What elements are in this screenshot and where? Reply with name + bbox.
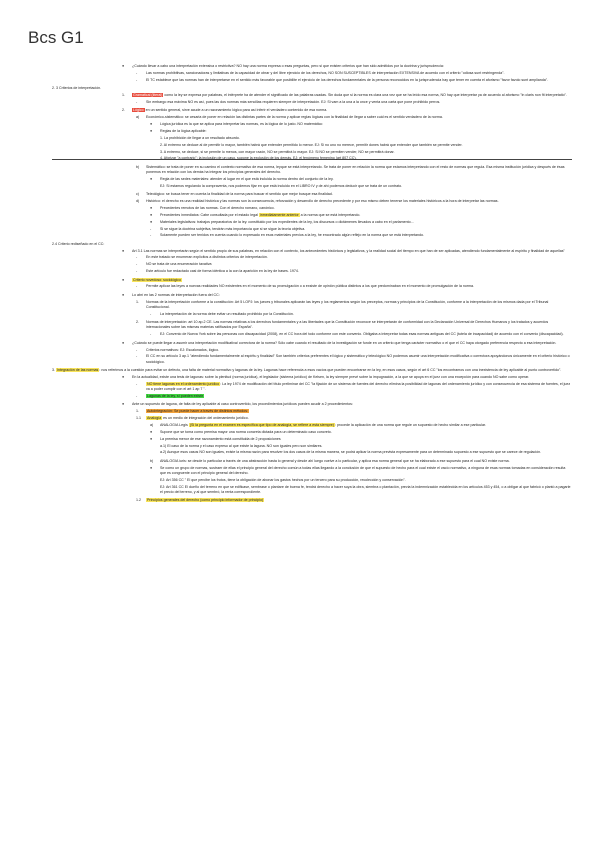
highlight-text: Lógico bbox=[133, 108, 144, 113]
row-text: a.1) El caso de la norma y el caso expreso al que existe la laguna. NO son iguales pero son similares. bbox=[160, 443, 323, 448]
row-text: Reglas de la lógica aplicable: bbox=[160, 128, 207, 133]
row-text: 3. A extremo, se deduce, si se permite lo menos, con mayor razón, NO se permitirá lo mayor. EJ: Si NO se permiten vender, NO se permitirá donar. bbox=[160, 149, 395, 154]
row-text: en un sentido general, sirve acude a un razonamiento lógico para así inferir el verdadero contenido de esa norma. bbox=[144, 108, 328, 113]
bullet-marker: ● bbox=[150, 436, 153, 441]
row-text: 4. Aforizar "a contrario": la inclusión de un caso, supone la exclusión de los demás. EJ: el fenómeno femenino (art 807 CC). bbox=[160, 156, 357, 161]
bullet-marker: ● bbox=[150, 465, 153, 470]
row-text: NO se trata de una enumeración taxativa bbox=[146, 262, 212, 267]
row-text: Materiales legislativos: trabajos preparatorios de la ley. constituido por los expedientes de la ley, los discursos o dictámenes llevados a cabo en el parlamento... bbox=[160, 219, 414, 224]
row-text: La premisa menor de ese razonamiento está constituida de 2 proposiciones bbox=[160, 436, 281, 441]
text-row bbox=[52, 150, 572, 155]
bullet-marker: ● bbox=[150, 212, 153, 217]
text-row bbox=[52, 227, 572, 232]
bullet-marker: - bbox=[136, 381, 138, 386]
bullet-marker: b) bbox=[150, 458, 154, 463]
highlight-text: Gramatical (literal) bbox=[133, 92, 163, 97]
inline-highlight: Integración de las normas bbox=[57, 367, 99, 372]
text-row bbox=[52, 108, 572, 113]
bullet-marker: ● bbox=[150, 128, 153, 133]
text-row bbox=[52, 402, 572, 407]
bullet-marker: - bbox=[136, 255, 138, 260]
highlight-text: Principios generales del derecho (como principio informador de principio) bbox=[147, 498, 264, 503]
bullet-marker: - bbox=[150, 332, 152, 337]
text-row bbox=[52, 382, 572, 393]
row-text: 2.4 Criterio rediseñado en el CC: bbox=[52, 241, 105, 246]
bullet-marker: - bbox=[136, 347, 138, 352]
text-row bbox=[52, 341, 572, 346]
bullet-marker: - bbox=[136, 99, 138, 104]
row-text: Las normas prohibitivas, sancionadoras y limitativas de la capacidad de obrar y del libre ejercicio de los derechos, NO SON SUSCEPTIBLES de interpretación EXTENSIVA de acuerdo con el criterio "odiosa sunt restringenda". bbox=[146, 70, 505, 75]
text-row bbox=[52, 184, 572, 189]
bullet-marker: - bbox=[136, 354, 138, 359]
row-text: El TC establece que las normas han de interpretarse en el sentido más favorable que posibilite el ejercicio de los derechos fundamentales de la persona reconocidos en la jurisprudencia hay que tener en cuenta el aforismo "favor favolo sunt amplianda". bbox=[146, 77, 549, 82]
row-text: Se como un grupo de normas, sustraer de ellas el principio general del derecho común a todas ellas llegando a la conclusión de que el supuesto de hecho para el cual existe el vacío normativo, a ninguna de esas normas tomadas en consideración resulta que es congruente con el principio general del derecho. bbox=[160, 465, 566, 475]
text-row bbox=[52, 498, 572, 503]
inline-highlight: NO tiene lagunas en el ordenamiento jurídico bbox=[147, 381, 220, 386]
row-text: Supone que se toma como premisa mayor una norma concreta dictada para un determinado caso concreto. bbox=[160, 429, 332, 434]
text-row bbox=[52, 93, 572, 98]
row-text: El CC en su artículo 3 ap.1 "atendiendo fundamentalmente al espíritu y finalidad" Son también criterios preferentes el lógico y sistemático y teleológico NO podemos asumir una interpretación modificativa o correctora apoyándonos únicamente en el criterio histórico o sociológico. bbox=[146, 354, 570, 364]
text-row bbox=[52, 192, 572, 197]
bullet-marker: 2. bbox=[136, 320, 139, 325]
highlight-text: Criterio novedoso: sociológico bbox=[133, 277, 181, 282]
row-text: a.2) Aunque esos casos NO son iguales, existe la misma razón para resolver los dos casos de la misma manera, se podrá aplicar la norma prevista expresamente para un determinado supuesto a ese supuesto que se carece de regulación. bbox=[160, 450, 542, 455]
bullet-marker: a) bbox=[150, 422, 154, 427]
highlight-text: Analogía bbox=[147, 416, 162, 421]
bullet-marker: - bbox=[136, 269, 138, 274]
text-row bbox=[52, 64, 572, 69]
row-text: Solamente pueden ser tenidos en cuenta cuando lo expresado en esos materiales previos a la ley, he encontrado algún reflejo en la norma que se está interpretando. bbox=[160, 233, 425, 238]
row-text: 2. Al extremo se deduce al de permitir lo mayor, también habrá que entender permitido lo menor. EJ: Si no uno no merece, permitir dones habrá que entender que también se permite vender. bbox=[160, 142, 463, 147]
row-text: ANALOGIA iuris: se desde lo particular a través de una abstracción hasta lo general y desde ahí luego vuelve a lo particular, y aplica esa norma general que se ha elaborado a ese supuesto para el cual NO existe norma. bbox=[160, 458, 510, 463]
row-text: Sin embargo esa máxima NO es así, pues las dos normas más sencillas requieren siempre de interpretación. EJ: Si vam a la una a la once y venta una carta que pone prohibido perros. bbox=[146, 99, 441, 104]
inline-highlight: inmediatamente anterior bbox=[259, 212, 299, 217]
row-text: Económico-sistemático: se cesaria de poner en relación las distintas partes de la norma y aplicar reglas lógicas con la finalidad de llegar a saber cuál es el sentido verdadero de la norma. bbox=[146, 115, 443, 120]
bullet-marker: ● bbox=[122, 374, 125, 379]
row-text: ANALOGIA Legis (Si la pregunta en el examen es específica que tipo de analogía, se refiere a esta siempre): procede la aplicación de una norma que regule un supuesto de hecho similar a ese particular. bbox=[160, 422, 487, 427]
row-text: Precedentes remotos de las normas. Con el derecho romano, canónico. bbox=[160, 205, 275, 210]
row-text: Criterios normativos: EJ: Escalonados, lógico. bbox=[146, 347, 220, 352]
row-text: EJ: Art 361 CC El dueño del terreno en que se edificase, sembrase o plantare de buena fe, tendrá derecho a hacer suya la obra, siembra o plantación, previa la indemnización establecida en los artículos 453 y 454, o a obligar al que fabricó o plantó a pagarle el precio del terreno, y al que sembró, la renta correspondiente. bbox=[160, 484, 571, 495]
bullet-marker: c) bbox=[136, 192, 139, 197]
bullet-marker: ● bbox=[150, 121, 153, 126]
text-row bbox=[52, 320, 572, 331]
text-row bbox=[52, 269, 572, 274]
bullet-marker: ● bbox=[122, 64, 125, 68]
text-row bbox=[52, 485, 572, 496]
text-row bbox=[52, 300, 572, 311]
row-text: como la ley se expresa por palabras, el intérprete ha de atender el significado de las palabras usadas. Sin duda que si la norma es clara una vez que se ha leído esa norma, NO hay que interpretar ya de acuerdo al aforismo "in claris non fit interpretatio". bbox=[163, 92, 567, 97]
row-text: La interpretación de la norma debe evitar un resultado prohibido por la Constitución. bbox=[160, 311, 294, 316]
text-row bbox=[52, 437, 572, 442]
text-row bbox=[52, 220, 572, 225]
text-row bbox=[52, 262, 572, 267]
bullet-marker: b) bbox=[136, 164, 140, 169]
text-row bbox=[52, 129, 572, 134]
bullet-marker: 1. bbox=[136, 299, 139, 304]
row-text: Ante un supuesto de laguna, de falta de ley aplicable al caso controvertido, los procedimientos jurídicos pueden acudir a 2 procedimientos: bbox=[132, 402, 353, 407]
text-row bbox=[52, 444, 572, 449]
document-body bbox=[52, 64, 572, 505]
row-text: Teleológico: se busca tener en cuenta la finalidad de la norma para buscar el sentido que mejor busque esa finalidad. bbox=[146, 192, 333, 197]
bullet-marker: - bbox=[136, 262, 138, 267]
bullet-marker: ● bbox=[150, 176, 153, 181]
row-text: EJ: Si estamos regulando la compraventa, nos podemos fijar en que está incluido en el LIBRO IV y de ahí podemos deducir que se trata de un contrato. bbox=[160, 183, 403, 188]
text-row bbox=[52, 122, 572, 127]
text-row bbox=[52, 459, 572, 464]
page-title: Bcs G1 bbox=[28, 28, 84, 47]
bullet-marker: - bbox=[136, 393, 138, 398]
bullet-marker: - bbox=[150, 233, 152, 238]
text-row bbox=[52, 143, 572, 148]
row-text: Art 3.1 Las normas se interpretarán según el sentido propio de sus palabras, en relación con el contexto, los antecedentes históricos y legislativos, y la realidad social del tiempo en que han de ser aplicadas, atendiendo fundamentalmente al espíritu y finalidad de aquellas" bbox=[132, 248, 565, 253]
text-row bbox=[52, 278, 572, 283]
inline-highlight: (Si la pregunta en el examen es específica que tipo de analogía, se refiere a esta siempre) bbox=[189, 422, 334, 427]
row-text: NO tiene lagunas en el ordenamiento jurídico: La ley 1974 de modificación del título preliminar del CC "la fijación de un sistema de fuentes del derecho elimina la posibilidad de lagunas del ordenamiento jurídico y con consecuencia de esa sistema de fuentes, el juez va a poder cumplir con el art 1 ap 7 ". bbox=[146, 381, 571, 392]
row-text: es un medio de integración del ordenamiento jurídico. bbox=[162, 416, 249, 421]
text-row bbox=[52, 312, 572, 317]
row-text: ¿Cuándo llevar a cabo una interpretación extensiva o restrictiva? NO hay una norma expresa o esas preguntas, pero si que existen criterios que han sido admitidos por la doctrina y jurisprudencia: bbox=[132, 64, 444, 68]
text-row bbox=[52, 255, 572, 260]
text-row bbox=[52, 450, 572, 455]
bullet-marker: ● bbox=[122, 277, 125, 282]
text-row bbox=[52, 466, 572, 477]
row-text: Precedentes inmediatos: Cabe consultada por el estado legal inmediatamente anterior a la norma que se está interpretando. bbox=[160, 212, 361, 217]
row-text: EJ: Convenio de Nueva York sobre las personas con discapacidad (2008), en el CC hora del todo conforme con este convenio. Obligaba a interpretar todas esas normas antiguas del CC (tutela de incapacidad) de acuerdo con el convenio (discapacidad). bbox=[160, 332, 564, 337]
text-row bbox=[52, 368, 572, 373]
row-text: En la actualidad, existe una tesis de lagunas: sobre la plenitud (norma jurídica), el legislador (sistema jurídico) de Kelsen, la ley siempre prevé sobre la impugnación, a la que se apoya en el juez con una excepción para cuando NO sabe como operar. bbox=[132, 374, 530, 379]
text-row bbox=[52, 136, 572, 141]
text-row bbox=[52, 206, 572, 211]
bullet-marker: - bbox=[136, 77, 138, 82]
row-text: Si se sigue la doctrina subjetiva, tendrán más importancia que si se sigue la teoría objetiva. bbox=[160, 226, 306, 231]
bullet-marker: ● bbox=[122, 248, 125, 253]
text-row bbox=[52, 394, 572, 399]
bullet-marker: 1. bbox=[122, 92, 125, 97]
text-row bbox=[52, 71, 572, 76]
bullet-marker: ● bbox=[150, 205, 153, 210]
bullet-marker: - bbox=[136, 70, 138, 75]
row-text: 3. Integración de las normas: nos referimos a la cuestión para evitar un defecto, una falta de material normativo y lagunas de la ley. Lagunas hace referencia a esos vacíos que pueden encontrarse en la ley, en esos casos, según el art 6 CC "los encontramos con una inexistencia de ley aplicable al punto controvertido". bbox=[52, 367, 562, 372]
bullet-marker: 1. bbox=[136, 409, 139, 414]
text-row bbox=[52, 86, 572, 91]
bullet-marker: - bbox=[136, 284, 138, 289]
text-row bbox=[52, 430, 572, 435]
text-row bbox=[52, 249, 572, 254]
bullet-marker: ● bbox=[122, 340, 125, 345]
text-row bbox=[52, 165, 572, 176]
text-row bbox=[52, 416, 572, 421]
text-row bbox=[52, 177, 572, 182]
row-text: 1. La prohibición de llegar a un resultado absurdo. bbox=[160, 135, 240, 140]
text-row bbox=[52, 423, 572, 428]
bullet-marker: 2. bbox=[122, 108, 125, 113]
text-row bbox=[52, 156, 572, 161]
row-text: Normas de la interpretación conforme a la constitución: Art 5 LOPJ: los jueces y tribunales aplicarán las leyes y los reglamentos según los preceptos, normas y principios de la Constitución, conforme a la interpretación de los mismos dada por el Tribunal Constitucional. bbox=[146, 299, 549, 309]
bullet-marker: 1.2 bbox=[136, 498, 141, 503]
row-text: EJ: Art 356 CC " El que percibe los frutos, tiene la obligación de abonar los gastos hechos por un tercero para su producción, recolección y conservación". bbox=[160, 477, 406, 482]
text-row bbox=[52, 348, 572, 353]
bullet-marker: ● bbox=[122, 292, 125, 297]
text-row bbox=[52, 284, 572, 289]
bullet-marker: a) bbox=[136, 115, 140, 120]
bullet-marker: ● bbox=[150, 219, 153, 224]
bullet-marker: 1.1 bbox=[136, 416, 141, 421]
text-row bbox=[52, 213, 572, 218]
row-text: Regla de las sedes materiales: atender al lugar en el que está incluida la norma dentro del conjunto de la ley. bbox=[160, 176, 334, 181]
text-row bbox=[52, 293, 572, 298]
row-text: 2. 3 Criterios de interpretación. bbox=[52, 86, 102, 91]
row-text: Lo abrí en las 2 normas de interpretación fuera del CC: bbox=[132, 292, 220, 297]
row-text: Este artículo fue redactado casi de forma idéntica a la con la aparición en la ley de bases. 1974. bbox=[146, 269, 299, 274]
highlight-text: Lagunas de la ley, sí pueden existir bbox=[147, 393, 204, 398]
text-row bbox=[52, 332, 572, 337]
row-text: Sistemático: se trata de poner en su camino el contexto normativo de esa norma, leyque se está interpretando. Se trata de poner en relación la norma que estamos interpretando con el resto de normas que regula. Esa misma institución jurídica y después de ésas ponemos en relación con los demás ha integrar los principios generales del derecho. bbox=[146, 164, 565, 174]
highlight-text: Autointegración: Se puede hacer a través de distintos métodos: bbox=[147, 409, 249, 414]
row-text: Histórico: el derecho es una realidad histórica y las normas son la consecuencia, reforzación y desarrollo de derecho precedente y por eso mismo deben tenerse los materiales históricos a la hora de interpretar las normas. bbox=[146, 198, 499, 203]
text-row bbox=[52, 100, 572, 105]
bullet-marker: - bbox=[150, 226, 152, 231]
text-row bbox=[52, 199, 572, 204]
bullet-marker: - bbox=[150, 311, 152, 316]
row-text: Permite aplicar las leyes a nuevas realidades NO existentes en el momento de su promulgación o a exsiste de opinión pública distintos a los que predominaban en el momento de promulgación de la norma. bbox=[146, 284, 475, 289]
row-text: Lógica jurídica es la que se aplica para interpretar las normas, es la lógica de lo justo. NO matemático bbox=[160, 121, 323, 126]
row-text: En este tratado se enumeran explícitos a distintos criterios de interpretación. bbox=[146, 255, 268, 260]
text-row bbox=[52, 354, 572, 365]
text-row bbox=[52, 115, 572, 120]
text-row bbox=[52, 409, 572, 414]
bullet-marker: ● bbox=[122, 402, 125, 407]
text-row bbox=[52, 478, 572, 483]
bullet-marker: d) bbox=[136, 198, 140, 203]
text-row bbox=[52, 233, 572, 238]
text-row bbox=[52, 78, 572, 83]
bullet-marker: ● bbox=[150, 429, 153, 434]
row-text: Normas de interpretación: art 10 ap.2 CE. Las normas relativas a los derechos fundamentales y a las libertades que la Constitución reconoce se interpretarán de conformidad con la Declaración Universal de Derechos Humanos y los tratados y acuerdos internacionales sobre las mismas materias ratificados por España". bbox=[146, 320, 549, 330]
text-row bbox=[52, 375, 572, 380]
row-text: ¿Cuándo se puede llegar a asumir una interpretación modificativa/ correctora de la norma? Sólo cabe cuando el resultado de la investigación se funde en un criterio que tenga carácter normativo o el que el CC haya otorgado preferencia respecto a esa interpretación. bbox=[132, 340, 557, 345]
text-row bbox=[52, 242, 572, 247]
